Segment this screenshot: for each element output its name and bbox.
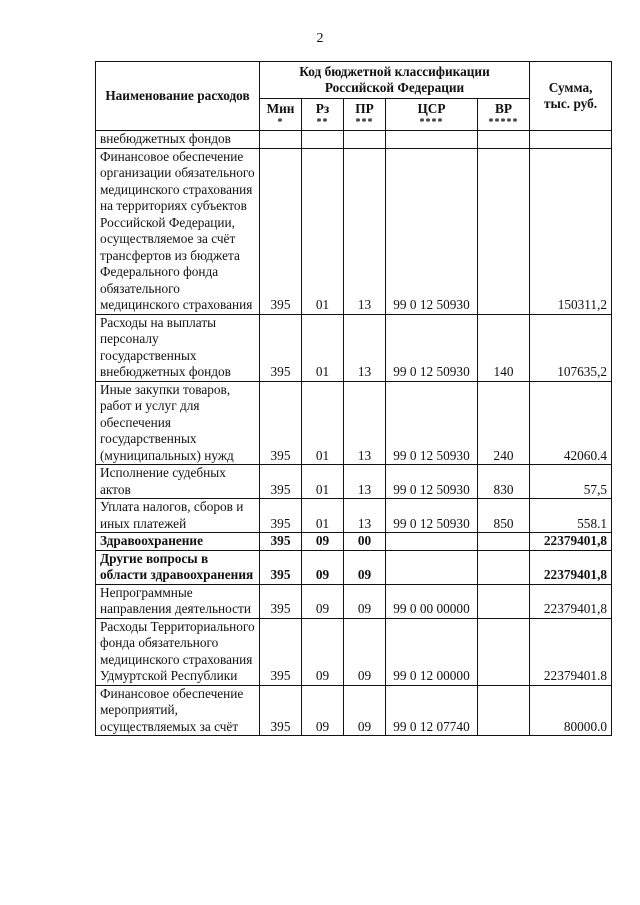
row-csr: 99 0 12 00000 xyxy=(386,618,478,685)
header-vr-stars: ***** xyxy=(488,117,519,129)
table-row xyxy=(96,618,612,685)
row-min: 395 xyxy=(260,584,302,618)
table-row xyxy=(96,148,612,314)
row-name: Финансовое обеспечение организации обязательного медицинского страхования на территориях субъектов Российской Федерации, осуществляемое за счёт трансфертов из бюджета Федерального фонда обязательного медицинского страхования xyxy=(96,148,260,314)
row-sum: 558.1 xyxy=(530,499,612,533)
row-csr xyxy=(386,131,478,149)
table-row xyxy=(96,499,612,533)
row-pr: 13 xyxy=(344,148,386,314)
row-min xyxy=(260,131,302,149)
row-rz: 01 xyxy=(302,499,344,533)
row-rz: 09 xyxy=(302,584,344,618)
row-vr: 830 xyxy=(478,465,530,499)
row-name: Расходы на выплаты персоналу государственных внебюджетных фондов xyxy=(96,314,260,381)
table-row xyxy=(96,465,612,499)
row-vr xyxy=(478,533,530,551)
row-rz: 09 xyxy=(302,550,344,584)
row-name: Исполнение судебных актов xyxy=(96,465,260,499)
header-min-label: Мин xyxy=(266,100,295,116)
row-sum: 22379401.8 xyxy=(530,618,612,685)
header-min-stars: * xyxy=(277,117,284,129)
row-min: 395 xyxy=(260,148,302,314)
row-name: Финансовое обеспечение мероприятий, осуществляемых за счёт xyxy=(96,685,260,736)
row-rz: 09 xyxy=(302,533,344,551)
row-rz: 09 xyxy=(302,618,344,685)
row-min: 395 xyxy=(260,381,302,465)
row-csr xyxy=(386,550,478,584)
header-sum-column: Сумма, тыс. руб. xyxy=(530,62,612,131)
row-vr xyxy=(478,550,530,584)
row-min: 395 xyxy=(260,685,302,736)
row-min: 395 xyxy=(260,618,302,685)
row-pr xyxy=(344,131,386,149)
row-csr: 99 0 12 07740 xyxy=(386,685,478,736)
header-rz-stars: ** xyxy=(316,117,329,129)
row-pr: 09 xyxy=(344,618,386,685)
row-rz: 01 xyxy=(302,314,344,381)
row-min: 395 xyxy=(260,314,302,381)
row-sum: 22379401,8 xyxy=(530,584,612,618)
row-rz: 01 xyxy=(302,148,344,314)
row-pr: 09 xyxy=(344,550,386,584)
header-vr-label: ВР xyxy=(495,100,513,116)
row-pr: 09 xyxy=(344,685,386,736)
row-pr: 13 xyxy=(344,499,386,533)
table-row xyxy=(96,533,612,551)
row-csr: 99 0 12 50930 xyxy=(386,148,478,314)
row-sum: 80000.0 xyxy=(530,685,612,736)
table-row xyxy=(96,584,612,618)
row-sum: 107635,2 xyxy=(530,314,612,381)
header-csr-label: ЦСР xyxy=(417,100,446,116)
row-csr: 99 0 12 50930 xyxy=(386,314,478,381)
header-code-group: Код бюджетной классификации Российской Федерации xyxy=(260,62,530,99)
row-vr xyxy=(478,148,530,314)
header-csr-stars: **** xyxy=(419,117,444,129)
row-csr: 99 0 12 50930 xyxy=(386,499,478,533)
table-row xyxy=(96,685,612,736)
header-pr-stars: *** xyxy=(355,117,374,129)
row-vr: 140 xyxy=(478,314,530,381)
row-sum xyxy=(530,131,612,149)
row-pr: 13 xyxy=(344,314,386,381)
header-rz xyxy=(302,99,344,131)
row-sum: 22379401,8 xyxy=(530,550,612,584)
row-pr: 09 xyxy=(344,584,386,618)
row-min: 395 xyxy=(260,465,302,499)
row-vr: 240 xyxy=(478,381,530,465)
row-csr: 99 0 12 50930 xyxy=(386,381,478,465)
row-vr xyxy=(478,131,530,149)
header-min xyxy=(260,99,302,131)
row-name: внебюджетных фондов xyxy=(96,131,260,149)
row-csr: 99 0 12 50930 xyxy=(386,465,478,499)
row-min: 395 xyxy=(260,533,302,551)
row-name: Уплата налогов, сборов и иных платежей xyxy=(96,499,260,533)
row-sum: 150311,2 xyxy=(530,148,612,314)
table-row xyxy=(96,381,612,465)
row-sum: 42060.4 xyxy=(530,381,612,465)
row-vr xyxy=(478,618,530,685)
header-csr xyxy=(386,99,478,131)
header-pr-label: ПР xyxy=(355,100,374,116)
row-rz: 01 xyxy=(302,381,344,465)
row-pr: 13 xyxy=(344,465,386,499)
row-vr: 850 xyxy=(478,499,530,533)
row-pr: 13 xyxy=(344,381,386,465)
table-row xyxy=(96,131,612,149)
header-name-column: Наименование расходов xyxy=(96,62,260,131)
row-rz xyxy=(302,131,344,149)
header-rz-label: Рз xyxy=(315,100,330,116)
row-min: 395 xyxy=(260,499,302,533)
row-csr: 99 0 00 00000 xyxy=(386,584,478,618)
row-sum: 57,5 xyxy=(530,465,612,499)
row-min: 395 xyxy=(260,550,302,584)
header-vr xyxy=(478,99,530,131)
row-name: Непрограммные направления деятельности xyxy=(96,584,260,618)
row-vr xyxy=(478,685,530,736)
row-name: Иные закупки товаров, работ и услуг для обеспечения государственных (муниципальных) нужд xyxy=(96,381,260,465)
table-row xyxy=(96,314,612,381)
row-pr: 00 xyxy=(344,533,386,551)
row-vr xyxy=(478,584,530,618)
row-rz: 01 xyxy=(302,465,344,499)
row-rz: 09 xyxy=(302,685,344,736)
row-csr xyxy=(386,533,478,551)
row-name: Расходы Территориального фонда обязательного медицинского страхования Удмуртской Республики xyxy=(96,618,260,685)
budget-table xyxy=(95,61,612,736)
page-number: 2 xyxy=(316,31,324,46)
row-name: Здравоохранение xyxy=(96,533,260,551)
row-sum: 22379401,8 xyxy=(530,533,612,551)
header-pr xyxy=(344,99,386,131)
row-name: Другие вопросы в области здравоохранения xyxy=(96,550,260,584)
table-row xyxy=(96,550,612,584)
